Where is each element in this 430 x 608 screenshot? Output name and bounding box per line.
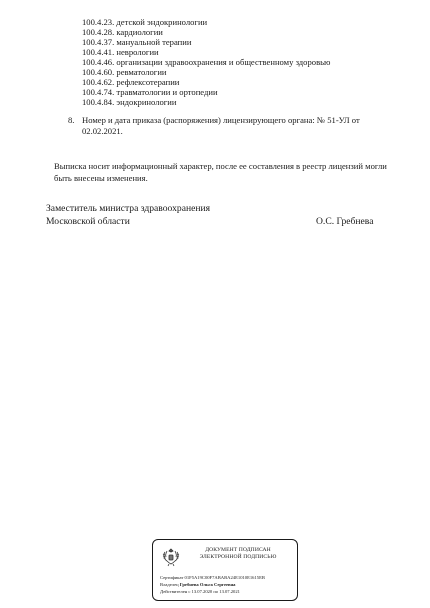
signer-name: О.С. Гребнева <box>316 215 374 227</box>
stamp-title <box>185 547 291 561</box>
stamp-title-line2: ЭЛЕКТРОННОЙ ПОДПИСЬЮ <box>199 554 277 560</box>
list-item <box>82 87 330 97</box>
list-item <box>82 47 330 57</box>
service-code: 100.4.46. <box>82 57 115 67</box>
service-code: 100.4.28. <box>82 27 115 37</box>
signer-position-line1: Заместитель министра здравоохранения <box>46 203 211 214</box>
service-name: эндокринологии <box>116 97 177 107</box>
signer-position-line2: Московской области <box>46 215 130 227</box>
cert-label: Сертификат <box>160 575 184 580</box>
list-item <box>82 97 330 107</box>
disclaimer-text: Выписка носит информационный характер, после ее составления в реестр лицензий могли быть внесены изменения. <box>54 161 387 183</box>
list-item <box>82 77 330 87</box>
signer-position <box>46 203 210 228</box>
order-item <box>68 115 398 137</box>
service-code: 100.4.41. <box>82 47 115 57</box>
service-name: организации здравоохранения и общественному здоровью <box>116 57 331 67</box>
service-code: 100.4.60. <box>82 67 115 77</box>
valid-value: с 13.07.2020 по 13.07.2021 <box>188 589 240 594</box>
service-name: детской эндокринологии <box>116 17 208 27</box>
stamp-title-line1: ДОКУМЕНТ ПОДПИСАН <box>205 547 271 553</box>
service-name: кардиологии <box>116 27 163 37</box>
services-list <box>82 17 330 107</box>
order-number: 8. <box>68 115 75 125</box>
owner-value: Гребнева Ольга Сергеевна <box>179 582 236 587</box>
cert-value: 01F5A19C00F7ABABA24E1010E1615EB <box>184 575 265 580</box>
service-code: 100.4.84. <box>82 97 115 107</box>
list-item <box>82 27 330 37</box>
service-name: ревматологии <box>116 67 167 77</box>
valid-label: Действителен <box>160 589 188 594</box>
service-code: 100.4.74. <box>82 87 115 97</box>
order-date: 02.02.2021. <box>82 126 123 136</box>
service-name: травматологии и ортопедии <box>116 87 218 97</box>
list-item <box>82 17 330 27</box>
electronic-signature-stamp <box>152 539 298 601</box>
stamp-details <box>160 574 265 595</box>
order-text: Номер и дата приказа (распоряжения) лицензирующего органа: № 51-УЛ от <box>82 115 360 125</box>
service-code: 100.4.37. <box>82 37 115 47</box>
service-name: рефлексотерапии <box>116 77 180 87</box>
service-name: мануальной терапии <box>116 37 192 47</box>
service-name: неврологии <box>116 47 159 57</box>
service-code: 100.4.62. <box>82 77 115 87</box>
list-item <box>82 37 330 47</box>
coat-of-arms-icon <box>161 546 181 568</box>
service-code: 100.4.23. <box>82 17 115 27</box>
list-item <box>82 57 330 67</box>
list-item <box>82 67 330 77</box>
owner-label: Владелец <box>160 582 179 587</box>
